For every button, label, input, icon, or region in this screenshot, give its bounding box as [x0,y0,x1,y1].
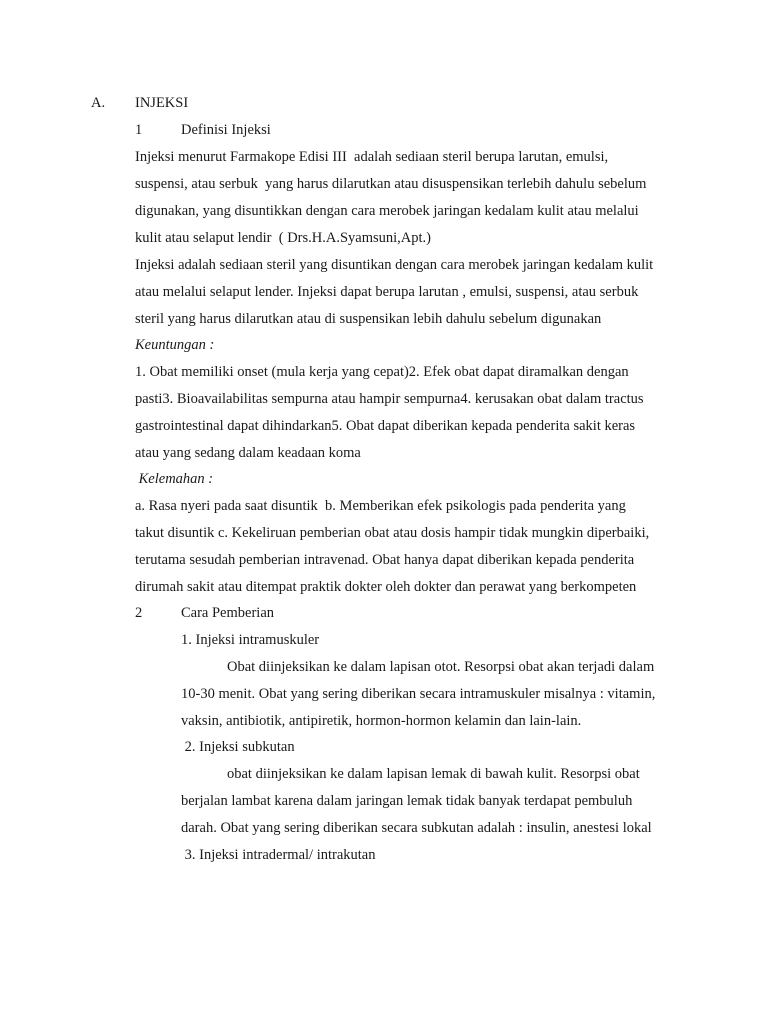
subkutan-line: obat diinjeksikan ke dalam lapisan lemak di bawah kulit. Resorpsi obat [227,766,640,782]
definition-2-line: atau melalui selaput lender. Injeksi dapat berupa larutan , emulsi, suspensi, atau serbuk [135,284,639,300]
kelemahan-line: terutama sesudah pemberian intravenad. Obat hanya dapat diberikan kepada penderita [135,552,635,568]
keuntungan-line: gastrointestinal dapat dihindarkan5. Obat dapat diberikan kepada penderita sakit keras [135,418,636,434]
subkutan-line: darah. Obat yang sering diberikan secara subkutan adalah : insulin, anestesi lokal [181,820,652,836]
intramuskuler-line: vaksin, antibiotik, antipiretik, hormon-hormon kelamin dan lain-lain. [181,713,582,729]
kelemahan-line: takut disuntik c. Kekeliruan pemberian obat atau dosis hampir tidak mungkin diperbaiki, [135,525,650,541]
intramuskuler-title: 1. Injeksi intramuskuler [181,632,320,648]
intradermal-title: 3. Injeksi intradermal/ intrakutan [181,847,376,863]
subkutan-title: 2. Injeksi subkutan [181,739,295,755]
subkutan-line: berjalan lambat karena dalam jaringan lemak tidak banyak terdapat pembuluh [181,793,633,809]
keuntungan-line: atau yang sedang dalam keadaan koma [135,445,361,461]
subsection-1-title: Definisi Injeksi [181,122,271,138]
subsection-1-number: 1 [135,122,143,138]
definition-1-line: Injeksi menurut Farmakope Edisi III adalah sediaan steril berupa larutan, emulsi, [135,149,609,165]
subsection-2-title: Cara Pemberian [181,605,275,621]
definition-1-line: digunakan, yang disuntikkan dengan cara merobek jaringan kedalam kulit atau melalui [135,203,639,219]
section-letter: A. [91,95,106,111]
kelemahan-heading: Kelemahan : [135,471,214,487]
kelemahan-line: dirumah sakit atau ditempat praktik dokter oleh dokter dan perawat yang berkompeten [135,579,637,595]
definition-1-line: suspensi, atau serbuk yang harus dilarutkan atau disuspensikan terlebih dahulu sebelum [135,176,647,192]
intramuskuler-line: Obat diinjeksikan ke dalam lapisan otot. Resorpsi obat akan terjadi dalam [227,659,655,675]
keuntungan-line: 1. Obat memiliki onset (mula kerja yang cepat)2. Efek obat dapat diramalkan dengan [135,364,629,380]
section-title: INJEKSI [135,95,189,111]
subsection-2-number: 2 [135,605,143,621]
keuntungan-heading: Keuntungan : [135,337,215,353]
intramuskuler-line: 10-30 menit. Obat yang sering diberikan secara intramuskuler misalnya : vitamin, [181,686,656,702]
definition-2-line: Injeksi adalah sediaan steril yang disuntikan dengan cara merobek jaringan kedalam kulit [135,257,654,273]
keuntungan-line: pasti3. Bioavailabilitas sempurna atau hampir sempurna4. kerusakan obat dalam tractus [135,391,644,407]
definition-1-line: kulit atau selaput lendir ( Drs.H.A.Syamsuni,Apt.) [135,230,431,246]
definition-2-line: steril yang harus dilarutkan atau di suspensikan lebih dahulu sebelum digunakan [135,311,602,327]
kelemahan-line: a. Rasa nyeri pada saat disuntik b. Memberikan efek psikologis pada penderita yang [135,498,626,514]
